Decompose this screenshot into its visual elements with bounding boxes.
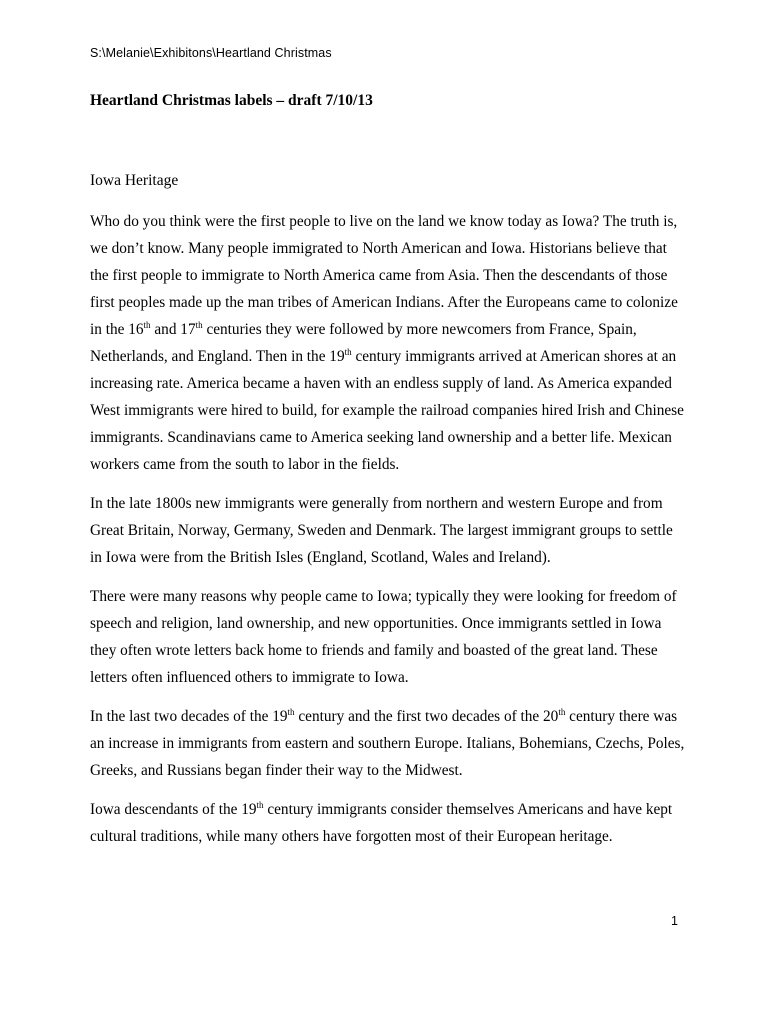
paragraph-1-text-a: Who do you think were the first people to live on the land we know today as Iowa? The truth is, we don’t know. Many people immigrated to North American and Iowa. Historians believe that the first people to immigrate to North America came from Asia. Then the descendants of those first peoples made up the man tribes of American Indians. After the Europeans came to colonize in the 16 [90, 213, 678, 338]
document-title: Heartland Christmas labels – draft 7/10/13 [90, 92, 373, 109]
paragraph-1-sup-1: th [143, 320, 151, 330]
document-body [90, 208, 686, 862]
paragraph-4-text-c: century there was an increase in immigrants from eastern and southern Europe. Italians, Bohemians, Czechs, Poles, Greeks, and Russians began finder their way to the Midwest. [90, 708, 685, 779]
paragraph-5-text-a: Iowa descendants of the 19 [90, 801, 257, 818]
paragraph-2: In the late 1800s new immigrants were generally from northern and western Europe and from Great Britain, Norway, Germany, Sweden and Denmark. The largest immigrant groups to settle in Iowa were from the British Isles (England, Scotland, Wales and Ireland). [90, 495, 673, 566]
paragraph-5-sup-1: th [256, 800, 264, 810]
file-path-header: S:\Melanie\Exhibitons\Heartland Christmas [90, 46, 332, 60]
paragraph-4-sup-1: th [287, 707, 295, 717]
page-number: 1 [671, 914, 678, 928]
paragraph-1-sup-3: th [344, 347, 352, 357]
paragraph-5-text-b: century immigrants consider themselves Americans and have kept cultural traditions, while many others have forgotten most of their European heritage. [90, 801, 673, 845]
paragraph-1 [90, 208, 686, 478]
paragraph-4-text-b: century and the first two decades of the 20 [294, 708, 559, 725]
paragraph-5 [90, 796, 686, 850]
paragraph-4-sup-2: th [558, 707, 566, 717]
section-title: Iowa Heritage [90, 172, 179, 189]
paragraph-1-text-d: century immigrants arrived at American shores at an increasing rate. America became a haven with an endless supply of land. As America expanded West immigrants were hired to build, for example the railroad companies hired Irish and Chinese immigrants. Scandinavians came to America seeking land ownership and a better life. Mexican workers came from the south to labor in the fields. [90, 348, 684, 473]
paragraph-1-sup-2: th [195, 320, 203, 330]
paragraph-4 [90, 703, 686, 784]
paragraph-1-text-c: centuries they were followed by more newcomers from France, Spain, Netherlands, and England. Then in the 19 [90, 321, 637, 365]
paragraph-4-text-a: In the last two decades of the 19 [90, 708, 288, 725]
paragraph-1-text-b: and 17 [150, 321, 196, 338]
paragraph-3: There were many reasons why people came to Iowa; typically they were looking for freedom of speech and religion, land ownership, and new opportunities. Once immigrants settled in Iowa they often wrote letters back home to friends and family and boasted of the great land. These letters often influenced others to immigrate to Iowa. [90, 588, 677, 686]
